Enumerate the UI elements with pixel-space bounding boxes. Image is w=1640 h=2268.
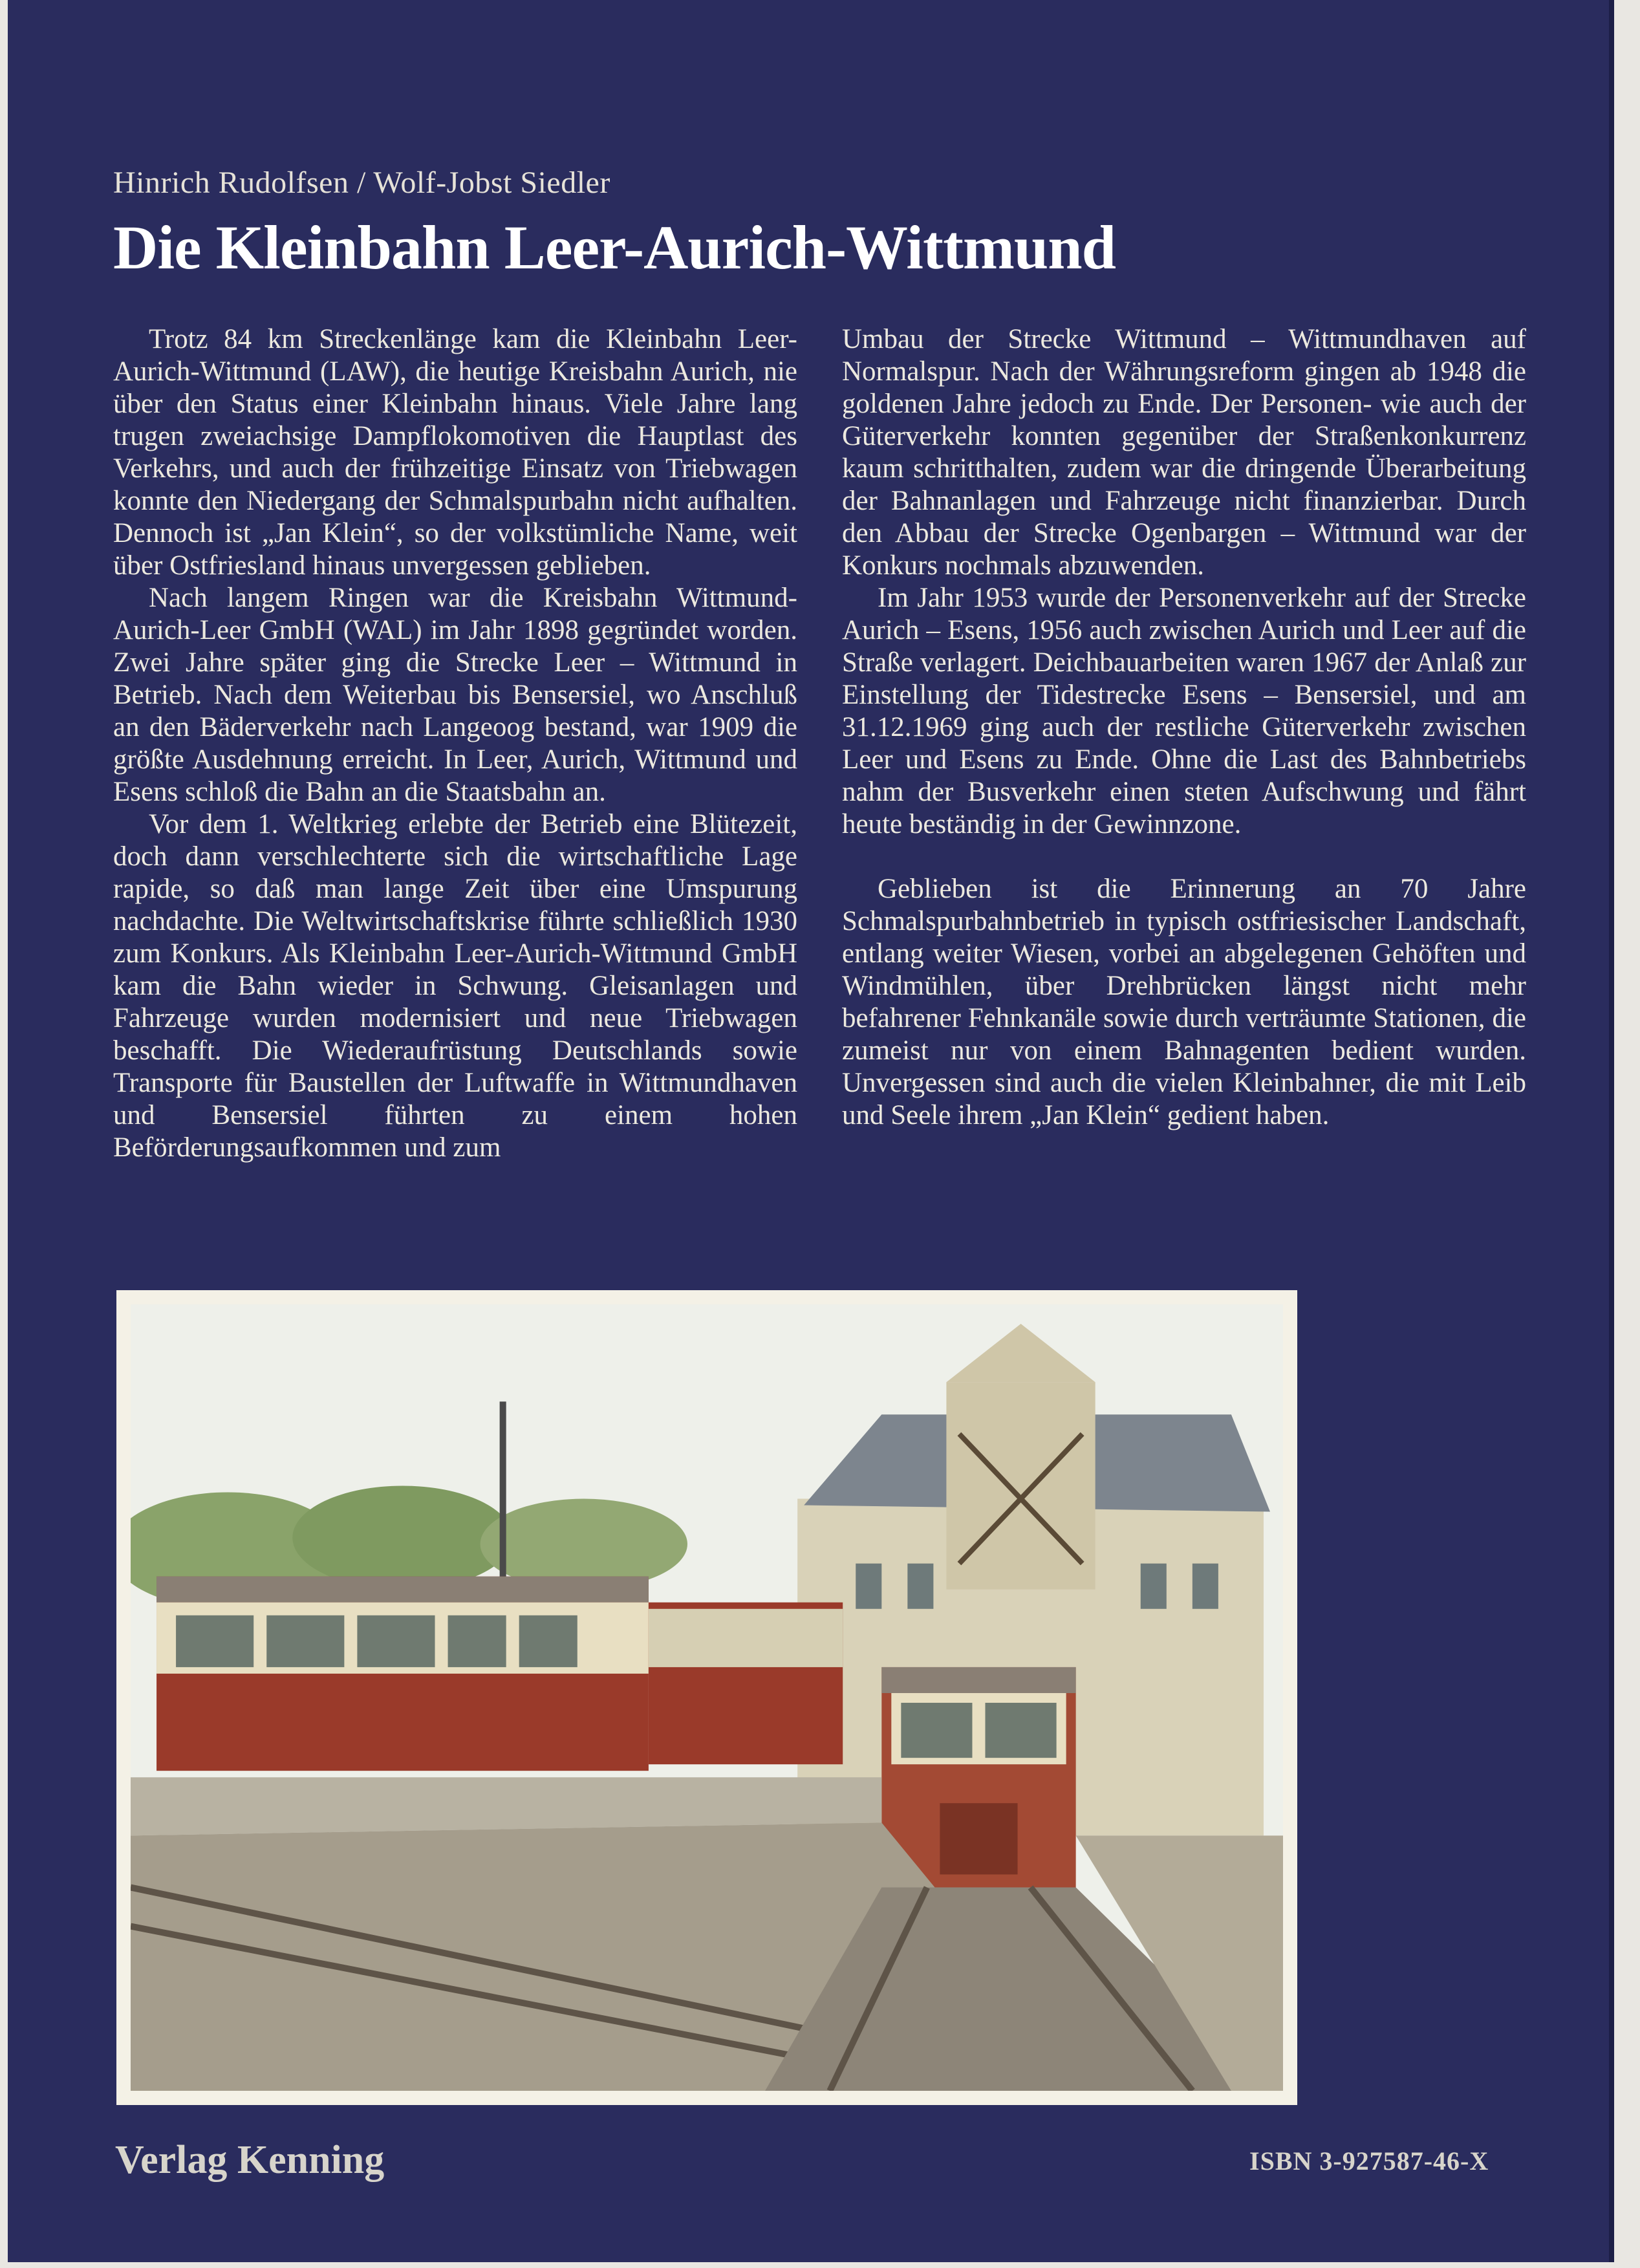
book-back-cover bbox=[8, 0, 1614, 2262]
text-column-right bbox=[842, 323, 1526, 1132]
paragraph: Vor dem 1. Weltkrieg erlebte der Betrieb eine Blütezeit, doch dann verschlechterte sich die wirtschaftliche Lage rapide, so daß man lange Zeit über eine Umspurung nachdachte. Die Weltwirtschaftskrise führte schließlich 1930 zum Konkurs. Als Kleinbahn Leer-Aurich-Wittmund GmbH kam die Bahn wieder in Schwung. Gleisanlagen und Fahrzeuge wurden modernisiert und neue Triebwagen beschafft. Die Wiederaufrüstung Deutschlands sowie Transporte für Baustellen der Luftwaffe in Wittmundhaven und Bensersiel führten zu einem hohen Beförderungsaufkommen und zum bbox=[113, 809, 797, 1163]
railcar-painting bbox=[116, 1290, 1297, 2105]
text-column-left bbox=[113, 323, 797, 1164]
paragraph: Im Jahr 1953 wurde der Personenverkehr auf der Strecke Aurich – Esens, 1956 auch zwischen Aurich und Leer auf die Straße verlagert. Deichbauarbeiten waren 1967 der Anlaß zur Einstellung der Tidestrecke Esens – Bensersiel, und am 31.12.1969 ging auch der restliche Güterverkehr zwischen Leer und Esens zu Ende. Ohne die Last des Bahnbetriebs nahm der Busverkehr einen steten Aufschwung und fährt heute beständig in der Gewinnzone. bbox=[842, 583, 1526, 839]
paragraph: Geblieben ist die Erinnerung an 70 Jahre Schmalspurbahnbetrieb in typisch ostfriesischer Landschaft, entlang weiter Wiesen, vorbei an abgelegenen Gehöften und Windmühlen, über Drehbrücken längst nicht mehr befahrener Fehnkanäle sowie durch verträumte Stationen, die zumeist nur von einem Bahnagenten bedient wurden. Unvergessen sind auch die vielen Kleinbahner, die mit Leib und Seele ihrem „Jan Klein“ gedient haben. bbox=[842, 874, 1526, 1130]
publisher-name: Verlag Kenning bbox=[115, 2138, 385, 2182]
paragraph: Trotz 84 km Streckenlänge kam die Kleinbahn Leer-Aurich-Wittmund (LAW), die heutige Kreisbahn Aurich, nie über den Status einer Kleinbahn hinaus. Viele Jahre lang trugen zweiachsige Dampflokomotiven die Hauptlast des Verkehrs, und auch der frühzeitige Einsatz von Triebwagen konnte den Niedergang der Schmalspurbahn nicht aufhalten. Dennoch ist „Jan Klein“, so der volkstümliche Name, weit über Ostfriesland hinaus unvergessen geblieben. bbox=[113, 324, 797, 581]
authors: Hinrich Rudolfsen / Wolf-Jobst Siedler bbox=[113, 166, 610, 200]
paragraph: Umbau der Strecke Wittmund – Wittmundhaven auf Normalspur. Nach der Währungsreform gingen ab 1948 die goldenen Jahre jedoch zu Ende. Der Personen- wie auch der Güterverkehr konnten gegenüber der Straßenkonkurrenz kaum schritthalten, zudem war die dringende Überarbeitung der Bahnanlagen und Fahrzeuge nicht finanzierbar. Durch den Abbau der Strecke Ogenbargen – Wittmund war der Konkurs nochmals abzuwenden. bbox=[842, 324, 1526, 581]
isbn: ISBN 3-927587-46-X bbox=[1249, 2146, 1489, 2176]
book-title: Die Kleinbahn Leer-Aurich-Wittmund bbox=[113, 213, 1116, 282]
paragraph: Nach langem Ringen war die Kreisbahn Wittmund-Aurich-Leer GmbH (WAL) im Jahr 1898 gegründet worden. Zwei Jahre später ging die Strecke Leer – Wittmund in Betrieb. Nach dem Weiterbau bis Bensersiel, wo Anschluß an den Bäderverkehr nach Langeoog bestand, war 1909 die größte Ausdehnung erreicht. In Leer, Aurich, Wittmund und Esens schloß die Bahn an die Staatsbahn an. bbox=[113, 583, 797, 807]
railcar-station-illustration bbox=[131, 1304, 1283, 2091]
